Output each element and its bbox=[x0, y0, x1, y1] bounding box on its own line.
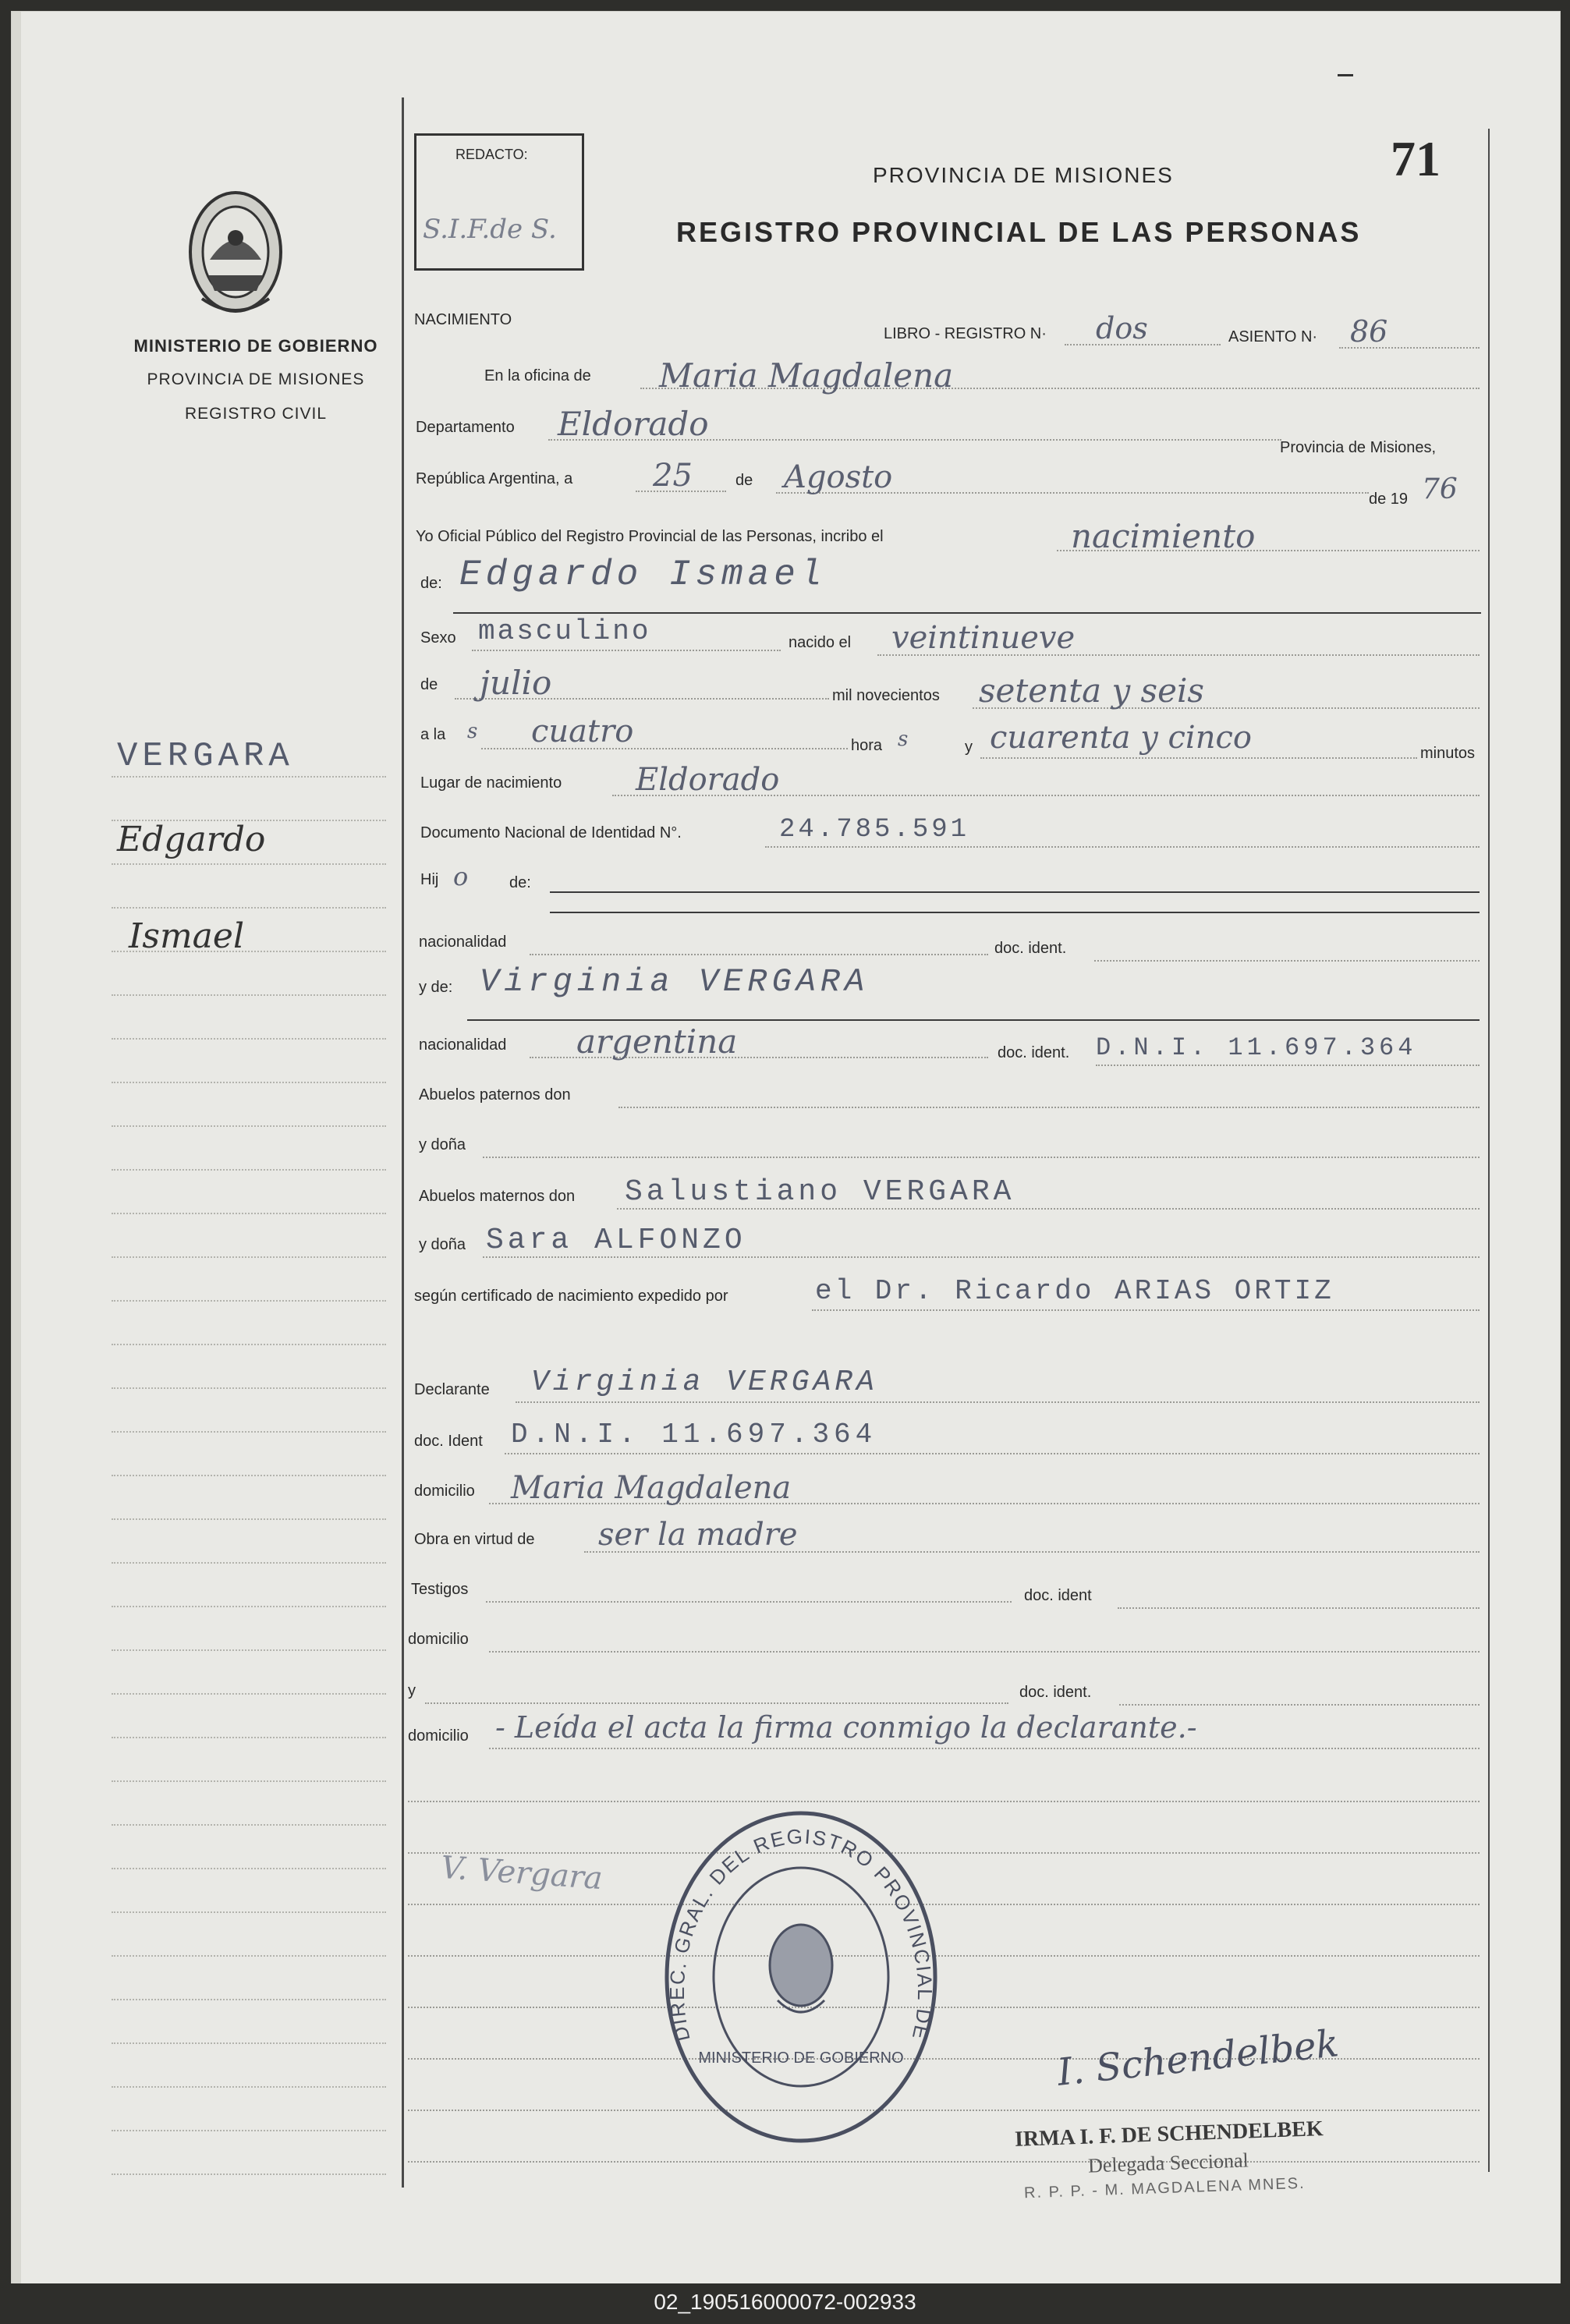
form-left-border bbox=[402, 97, 404, 2188]
sidebar-rule bbox=[112, 1300, 386, 1302]
nac2-label: nacionalidad bbox=[419, 1036, 507, 1054]
official-seal bbox=[661, 1805, 941, 2149]
sidebar-rule bbox=[112, 776, 386, 778]
lugar-value: Eldorado bbox=[636, 762, 780, 798]
alas-label: a la bbox=[420, 726, 446, 743]
nacido-value: veintinueve bbox=[891, 620, 1076, 656]
mes2-value: julio bbox=[480, 664, 552, 702]
libro-value: dos bbox=[1096, 311, 1148, 345]
obra-value: ser la madre bbox=[598, 1517, 798, 1553]
stamp-name: IRMA I. F. DE SCHENDELBEK bbox=[1014, 2117, 1324, 2152]
docident5-label: doc. ident. bbox=[1019, 1684, 1092, 1701]
docident2-label: doc. ident. bbox=[998, 1044, 1070, 1061]
registry-seal-icon bbox=[661, 1805, 941, 2149]
sidebar-rule bbox=[112, 907, 386, 909]
ydona2-label: y doña bbox=[419, 1236, 466, 1253]
seal-ring-text: DIREC. GRAL. DEL REGISTRO PROVINCIAL DE bbox=[665, 1824, 937, 2044]
ydona2-value: Sara ALFONZO bbox=[486, 1224, 746, 1257]
sidebar-rule bbox=[112, 1999, 386, 2000]
blank-line bbox=[408, 1801, 1480, 1802]
blank-line bbox=[408, 1904, 1480, 1905]
sidebar-rule bbox=[112, 994, 386, 996]
anio-label: de 19 bbox=[1369, 491, 1409, 508]
madre-value: Virginia VERGARA bbox=[480, 963, 870, 1001]
minutos-field-line bbox=[980, 757, 1417, 759]
de-label: de bbox=[735, 472, 753, 489]
domicilio2-label: domicilio bbox=[408, 1631, 469, 1648]
redacto-box bbox=[414, 133, 584, 271]
sidebar-rule bbox=[112, 1868, 386, 1869]
dni-field-line bbox=[765, 846, 1480, 848]
anio-value: 76 bbox=[1422, 473, 1458, 505]
sidebar-rule bbox=[112, 1256, 386, 1258]
sidebar-rule bbox=[112, 1693, 386, 1695]
docident3-label: doc. Ident bbox=[414, 1433, 483, 1450]
hij-value: o bbox=[453, 862, 469, 891]
sidebar-surname: VERGARA bbox=[117, 737, 294, 776]
ab-mat-value: Salustiano VERGARA bbox=[625, 1175, 1015, 1209]
nac1-field-line bbox=[530, 954, 988, 955]
declarante-label: Declarante bbox=[414, 1381, 490, 1398]
docident5-field-line bbox=[1119, 1704, 1480, 1706]
dia-value: 25 bbox=[653, 458, 693, 494]
stamp-office: R. P. P. - M. MAGDALENA MNES. bbox=[1023, 2174, 1306, 2202]
yde-label: y de: bbox=[419, 979, 453, 996]
sidebar-rule bbox=[112, 1431, 386, 1433]
oficial-value: nacimiento bbox=[1071, 517, 1256, 555]
sidebar-second-name: Ismael bbox=[129, 916, 245, 956]
de-name-label: de: bbox=[420, 575, 442, 592]
ab-mat-label: Abuelos maternos don bbox=[419, 1188, 576, 1205]
docident3-value: D.N.I. 11.697.364 bbox=[511, 1419, 877, 1451]
domicilio2-field-line bbox=[489, 1651, 1480, 1653]
blank-line bbox=[408, 2110, 1480, 2111]
sidebar-rule bbox=[112, 1518, 386, 1520]
file-id: 02_190516000072-002933 bbox=[654, 2290, 916, 2314]
sidebar-rule bbox=[112, 1082, 386, 1083]
docident1-label: doc. ident. bbox=[994, 940, 1067, 957]
top-dash-mark bbox=[1338, 74, 1353, 76]
alas-suffix: s bbox=[467, 720, 478, 743]
name-field-line bbox=[453, 612, 1481, 614]
lugar-label: Lugar de nacimiento bbox=[420, 774, 562, 792]
domicilio3-value: - Leída el acta la firma conmigo la declarante.- bbox=[495, 1710, 1197, 1745]
ab-pat-label: Abuelos paternos don bbox=[419, 1086, 571, 1104]
father-field-line bbox=[550, 891, 1480, 893]
mes-value: Agosto bbox=[784, 459, 893, 495]
registry-title: REGISTRO PROVINCIAL DE LAS PERSONAS bbox=[676, 216, 1362, 248]
asiento-label: ASIENTO N· bbox=[1228, 328, 1318, 345]
sidebar-rule bbox=[112, 1737, 386, 1738]
declarante-field-line bbox=[516, 1401, 1480, 1403]
ministry-title: MINISTERIO DE GOBIERNO bbox=[133, 336, 378, 356]
libro-label: LIBRO - REGISTRO N· bbox=[884, 325, 1047, 342]
blank-line bbox=[408, 1955, 1480, 1957]
docident3-field-line bbox=[505, 1453, 1480, 1454]
sidebar-rule bbox=[112, 951, 386, 952]
official-signature: I. Schendelbek bbox=[1055, 2021, 1341, 2095]
republica-label: República Argentina, a bbox=[416, 470, 573, 487]
docident1-field-line bbox=[1094, 960, 1480, 962]
nacido-label: nacido el bbox=[789, 634, 852, 651]
docident4-field-line bbox=[1118, 1607, 1480, 1609]
segun-label: según certificado de nacimiento expedido por bbox=[414, 1288, 728, 1305]
horas-suffix: s bbox=[898, 728, 909, 751]
sidebar-rule bbox=[112, 1038, 386, 1040]
page-binding-edge bbox=[12, 12, 21, 2285]
name-value: Edgardo Ismael bbox=[459, 554, 827, 595]
y-label: y bbox=[965, 739, 973, 756]
sexo-field-line bbox=[472, 650, 781, 651]
nac2-value: argentina bbox=[576, 1022, 738, 1061]
sidebar-rule bbox=[112, 2173, 386, 2175]
stamp-title: Delegada Seccional bbox=[1087, 2149, 1249, 2177]
redacto-label: REDACTO: bbox=[455, 147, 528, 162]
horas-label: hora bbox=[851, 737, 883, 754]
testigos-field-line bbox=[486, 1601, 1012, 1603]
sidebar-rule bbox=[112, 820, 386, 821]
father-field-line-2 bbox=[550, 912, 1480, 913]
emblem-province: PROVINCIA DE MISIONES bbox=[147, 370, 365, 388]
sidebar-first-name: Edgardo bbox=[117, 820, 266, 859]
document-page bbox=[11, 11, 1561, 2286]
nac1-label: nacionalidad bbox=[419, 933, 507, 951]
sidebar-rule bbox=[112, 1387, 386, 1389]
declarant-signature: V. Vergara bbox=[439, 1849, 604, 1897]
sidebar-rule bbox=[112, 1780, 386, 1782]
de3-label: de: bbox=[509, 874, 531, 891]
madre-field-line bbox=[467, 1019, 1480, 1021]
ab-pat-field-line bbox=[618, 1107, 1480, 1108]
segun-field-line bbox=[812, 1309, 1480, 1311]
provincial-emblem-icon bbox=[186, 190, 285, 322]
nacimiento-label: NACIMIENTO bbox=[414, 311, 512, 328]
sidebar-rule bbox=[112, 1562, 386, 1564]
form-right-border bbox=[1488, 129, 1490, 2172]
sidebar-rule bbox=[112, 863, 386, 865]
departamento-value: Eldorado bbox=[558, 405, 709, 443]
de2-label: de bbox=[420, 676, 438, 693]
sidebar-rule bbox=[112, 1911, 386, 1913]
sexo-label: Sexo bbox=[420, 629, 456, 647]
oficina-label: En la oficina de bbox=[484, 367, 591, 384]
domicilio3-label: domicilio bbox=[408, 1727, 469, 1745]
seal-inner-text: MINISTERIO DE GOBIERNO bbox=[698, 2049, 904, 2067]
ydona1-label: y doña bbox=[419, 1136, 466, 1153]
sidebar-rule bbox=[112, 1169, 386, 1171]
docident2-value: D.N.I. 11.697.364 bbox=[1096, 1033, 1417, 1062]
declarante-value: Virginia VERGARA bbox=[531, 1366, 878, 1399]
y2-label: y bbox=[408, 1682, 416, 1699]
page-number: 71 bbox=[1391, 131, 1441, 186]
segun-value: el Dr. Ricardo ARIAS ORTIZ bbox=[815, 1275, 1334, 1307]
sidebar-rule bbox=[112, 2086, 386, 2088]
sexo-value: masculino bbox=[478, 615, 651, 647]
y2-field-line bbox=[425, 1702, 1008, 1704]
redacto-value: S.I.F.de S. bbox=[423, 214, 557, 245]
emblem-registry: REGISTRO CIVIL bbox=[184, 405, 328, 423]
oficina-value: Maria Magdalena bbox=[659, 356, 954, 395]
sidebar-rule bbox=[112, 1824, 386, 1826]
alas-value: cuatro bbox=[531, 714, 634, 749]
minutos-label: minutos bbox=[1420, 745, 1476, 762]
mil-value: setenta y seis bbox=[979, 671, 1204, 710]
docident2-field-line bbox=[1096, 1065, 1480, 1066]
sidebar-rule bbox=[112, 1213, 386, 1214]
blank-line bbox=[408, 2007, 1480, 2008]
hij-label: Hij bbox=[420, 871, 439, 888]
dni-value: 24.785.591 bbox=[779, 815, 970, 845]
departamento-label: Departamento bbox=[416, 419, 515, 436]
sidebar-rule bbox=[112, 2130, 386, 2131]
sidebar-rule bbox=[112, 1344, 386, 1345]
domicilio3-field-line bbox=[489, 1748, 1480, 1749]
sidebar-rule bbox=[112, 1125, 386, 1127]
sidebar-rule bbox=[112, 2042, 386, 2044]
minutos-value: cuarenta y cinco bbox=[990, 720, 1252, 756]
mil-label: mil novecientos bbox=[832, 687, 940, 704]
province-title: PROVINCIA DE MISIONES bbox=[873, 163, 1174, 187]
asiento-value: 86 bbox=[1350, 314, 1388, 349]
sidebar-rule bbox=[112, 1606, 386, 1607]
docident4-label: doc. ident bbox=[1024, 1587, 1092, 1604]
ydona1-field-line bbox=[483, 1157, 1480, 1158]
blank-line bbox=[408, 1852, 1480, 1854]
sidebar-rule bbox=[112, 1649, 386, 1651]
oficial-label: Yo Oficial Público del Registro Provincial de las Personas, incribo el bbox=[416, 528, 884, 545]
emblem bbox=[186, 190, 285, 322]
dni-label: Documento Nacional de Identidad N°. bbox=[420, 824, 682, 841]
testigos-label: Testigos bbox=[411, 1581, 469, 1598]
provincia-label: Provincia de Misiones, bbox=[1280, 439, 1437, 456]
sidebar-rule bbox=[112, 1955, 386, 1957]
obra-label: Obra en virtud de bbox=[414, 1531, 535, 1548]
domicilio1-label: domicilio bbox=[414, 1483, 475, 1500]
blank-line bbox=[408, 2161, 1480, 2163]
sidebar-rule bbox=[112, 1475, 386, 1476]
domicilio1-value: Maria Magdalena bbox=[511, 1470, 792, 1506]
